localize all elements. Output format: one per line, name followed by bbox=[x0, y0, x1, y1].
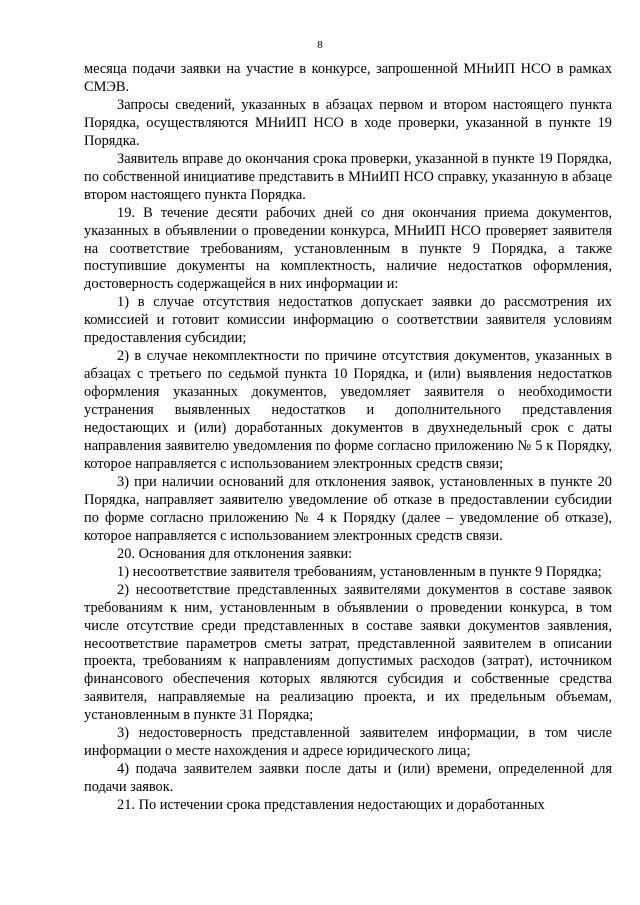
paragraph-20-sub-3: 3) недостоверность представленной заявителем информации, в том числе информации о месте нахождения и адресе юридического лица; bbox=[84, 725, 612, 760]
paragraph-19-sub-1: 1) в случае отсутствия недостатков допускает заявки до рассмотрения их комиссией и готовит комиссии информацию о соответствии заявителя условиям предоставления субсидии; bbox=[84, 294, 612, 347]
paragraph-item-21: 21. По истечении срока представления недостающих и доработанных bbox=[117, 797, 545, 814]
paragraph-requests: Запросы сведений, указанных в абзацах первом и втором настоящего пункта Порядка, осуществляются МНиИП НСО в ходе проверки, указанной в пункте 19 Порядка. bbox=[84, 96, 612, 149]
paragraph-19-sub-3: 3) при наличии оснований для отклонения заявок, установленных в пункте 20 Порядка, направляет заявителю уведомление об отказе в предоставлении субсидии по форме согласно приложению № 4 к Порядку (далее – уведомление об отказе), которое направляется с использованием электронных средств связи. bbox=[84, 473, 612, 544]
page-number: 8 bbox=[317, 39, 323, 51]
paragraph-continuation: месяца подачи заявки на участие в конкурсе, запрошенной МНиИП НСО в рамках СМЭВ. bbox=[84, 61, 612, 95]
paragraph-20-sub-4: 4) подача заявителем заявки после даты и (или) времени, определенной для подачи заявок. bbox=[84, 761, 612, 796]
paragraph-20-sub-1: 1) несоответствие заявителя требованиям, установленным в пункте 9 Порядка; bbox=[117, 563, 602, 580]
paragraph-item-19: 19. В течение десяти рабочих дней со дня окончания приема документов, указанных в объявлении о проведении конкурса, МНиИП НСО проверяет заявителя на соответствие требованиям, установленным в пункте 9 Порядка, а также поступившие документы на комплектность, наличие недостатков оформления, достоверность содержащейся в них информации и: bbox=[84, 204, 612, 293]
paragraph-applicant-right: Заявитель вправе до окончания срока проверки, указанной в пункте 19 Порядка, по собственной инициативе представить в МНиИП НСО справку, указанную в абзаце втором настоящего пункта Порядка. bbox=[84, 150, 612, 203]
paragraph-19-sub-2: 2) в случае некомплектности по причине отсутствия документов, указанных в абзацах с третьего по седьмой пункта 10 Порядка, и (или) выявления недостатков оформления указанных документов, уведомляет заявителя о необходимости устранения выявленных недостатков и дополнительного представления недостающих и (или) доработанных документов в двухнедельный срок с даты направления заявителю уведомления по форме согласно приложению № 5 к Порядку, которое направляется с использованием электронных средств связи; bbox=[84, 348, 612, 472]
paragraph-20-sub-2: 2) несоответствие представленных заявителями документов в составе заявок требованиям к ним, установленным в объявлении о проведении конкурса, в том числе отсутствие среди представленных в составе заявки документов заявления, несоответствие параметров сметы затрат, представленной заявителем в описании проекта, требованиям к направлениям допустимых расходов (затрат), источником финансового обеспечения которых являются субсидия и собственные средства заявителя, направляемые на реализацию проекта, и их предельным объемам, установленным в пункте 31 Порядка; bbox=[84, 581, 612, 724]
paragraph-item-20: 20. Основания для отклонения заявки: bbox=[117, 545, 353, 562]
document-body bbox=[84, 61, 612, 815]
